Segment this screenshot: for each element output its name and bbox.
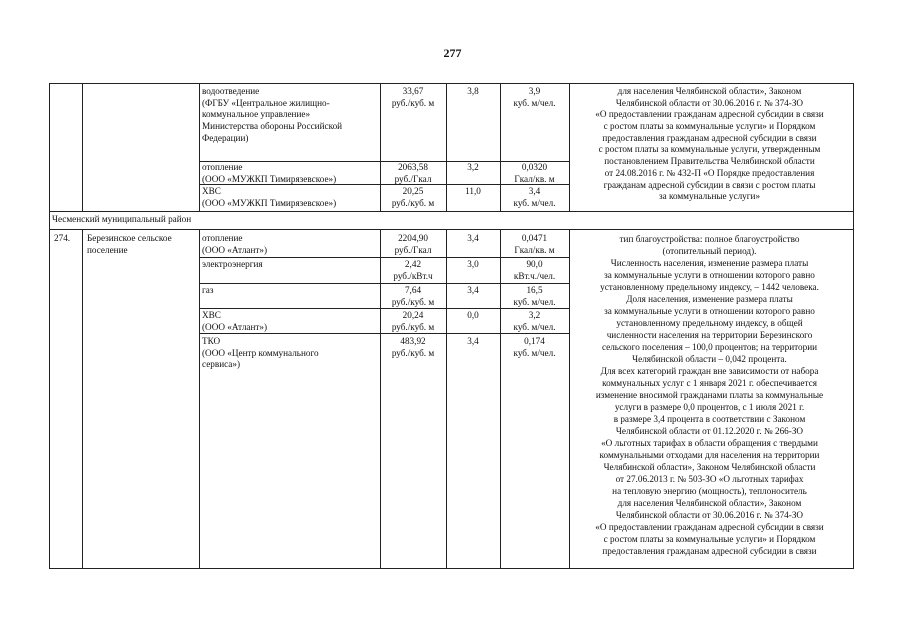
row-number: 274.	[54, 233, 71, 243]
tariff-cell: 2204,90 руб./Гкал	[394, 233, 432, 255]
service-cell: ТКО (ООО «Центр коммунального сервиса»)	[202, 336, 319, 370]
col-border	[853, 211, 854, 229]
page-number: 277	[443, 46, 462, 60]
service-cell: газ	[202, 285, 214, 295]
col-border	[853, 229, 854, 568]
index-cell: 0,0	[467, 310, 479, 320]
tariff-cell: 483,92 руб./куб. м	[391, 336, 435, 358]
volume-cell: 0,174 куб. м/чел.	[513, 336, 556, 358]
volume-cell: 3,2 куб. м/чел.	[513, 310, 556, 332]
index-cell: 3,2	[467, 162, 479, 172]
tariff-cell: 2063,58 руб./Гкал	[394, 162, 432, 184]
col-border	[49, 211, 50, 229]
legal-basis-text: для населения Челябинской области», Законом Челябинской области от 30.06.2016 г. № 374-ЗО «О предоставлении гражданам адресной субсидии в связи с ростом платы за коммунальные услуги» и Порядком предоставления гражданам адресной субсидии в связи с ростом платы за коммунальные услуги, утвержденным постановлением Правительства Челябинской области от 24.08.2016 г. № 432-П «О Порядке предоставления гражданам адресной субсидии в связи с ростом платы за коммунальные услуги»	[595, 86, 824, 202]
table-bottom-border	[49, 568, 854, 569]
volume-cell: 3,4 куб. м/чел.	[513, 186, 556, 208]
tariff-cell: 7,64 руб./куб. м	[391, 285, 435, 307]
row-divider	[199, 257, 569, 258]
col-border	[853, 83, 854, 211]
service-cell: ХВС (ООО «МУЖКП Тимирязевское»)	[202, 186, 337, 208]
volume-cell: 90,0 кВт.ч./чел.	[513, 259, 556, 281]
table-top-border	[49, 83, 854, 84]
volume-cell: 3,9 куб. м/чел.	[513, 86, 556, 108]
col-border	[49, 229, 50, 568]
tariff-cell: 2,42 руб./кВт.ч	[393, 259, 433, 281]
volume-cell: 0,0320 Гкал/кв. м	[514, 162, 555, 184]
service-cell: электроэнергия	[202, 259, 263, 269]
index-cell: 3,8	[467, 86, 479, 96]
row-divider	[49, 229, 854, 230]
index-cell: 3,4	[467, 285, 479, 295]
col-border	[446, 229, 447, 568]
col-border	[82, 83, 83, 211]
tariff-cell: 20,25 руб./куб. м	[391, 186, 435, 208]
service-cell: отопление (ООО «МУЖКП Тимирязевское»)	[202, 162, 337, 184]
tariff-cell: 20,24 руб./куб. м	[391, 310, 435, 332]
district-header: Чесменский муниципальный район	[52, 214, 192, 224]
index-cell: 3,4	[467, 336, 479, 346]
col-border	[49, 83, 50, 211]
service-cell: отопление (ООО «Атлант»)	[202, 233, 268, 255]
col-border	[82, 229, 83, 568]
tariff-cell: 33,67 руб./куб. м	[391, 86, 435, 108]
col-border	[199, 83, 200, 211]
service-cell: водоотведение (ФГБУ «Центральное жилищно- коммунальное управление» Министерства обороны Российской Федерации)	[202, 86, 343, 143]
index-cell: 3,0	[467, 259, 479, 269]
volume-cell: 16,5 куб. м/чел.	[513, 285, 556, 307]
col-border	[199, 229, 200, 568]
settlement-description-text: тип благоустройства: полное благоустройство (отопительный период). Численность населения, изменение размера платы за коммунальные услуги в отношении которого равно установленному предельному индексу, – 1442 человека. Доля населения, изменение размера платы за коммунальные услуги в отношении которого равно установленному предельному индексу, в общей численности населения на территории Березинского сельского поселения – 100,0 процентов; на территории Челябинской области – 0,042 процента. Для всех категорий граждан вне зависимости от набора коммунальных услуг с 1 января 2021 г. обеспечивается изменение вносимой гражданами платы за коммунальные услуги в размере 0,0 процентов, с 1 июля 2021 г. в размере 3,4 процента в соответствии с Законом Челябинской области от 01.12.2020 г. № 266-ЗО «О льготных тарифах в области обращения с твердыми коммунальными отходами для населения на территории Челябинской области», Законом Челябинской области от 27.06.2013 г. № 503-ЗО «О льготных тарифах на тепловую энергию (мощность), теплоноситель для населения Челябинской области», Законом Челябинской области от 30.06.2016 г. № 374-ЗО «О предоставлении гражданам адресной субсидии в связи с ростом платы за коммунальные услуги» и Порядком предоставления гражданам адресной субсидии в связи	[595, 234, 824, 556]
volume-cell: 0,0471 Гкал/кв. м	[514, 233, 555, 255]
index-cell: 3,4	[467, 233, 479, 243]
row-divider	[49, 211, 854, 212]
service-cell: ХВС (ООО «Атлант»)	[202, 310, 268, 332]
index-cell: 11,0	[465, 186, 481, 196]
row-divider	[199, 283, 569, 284]
settlement-name: Березинское сельское поселение	[87, 233, 172, 255]
